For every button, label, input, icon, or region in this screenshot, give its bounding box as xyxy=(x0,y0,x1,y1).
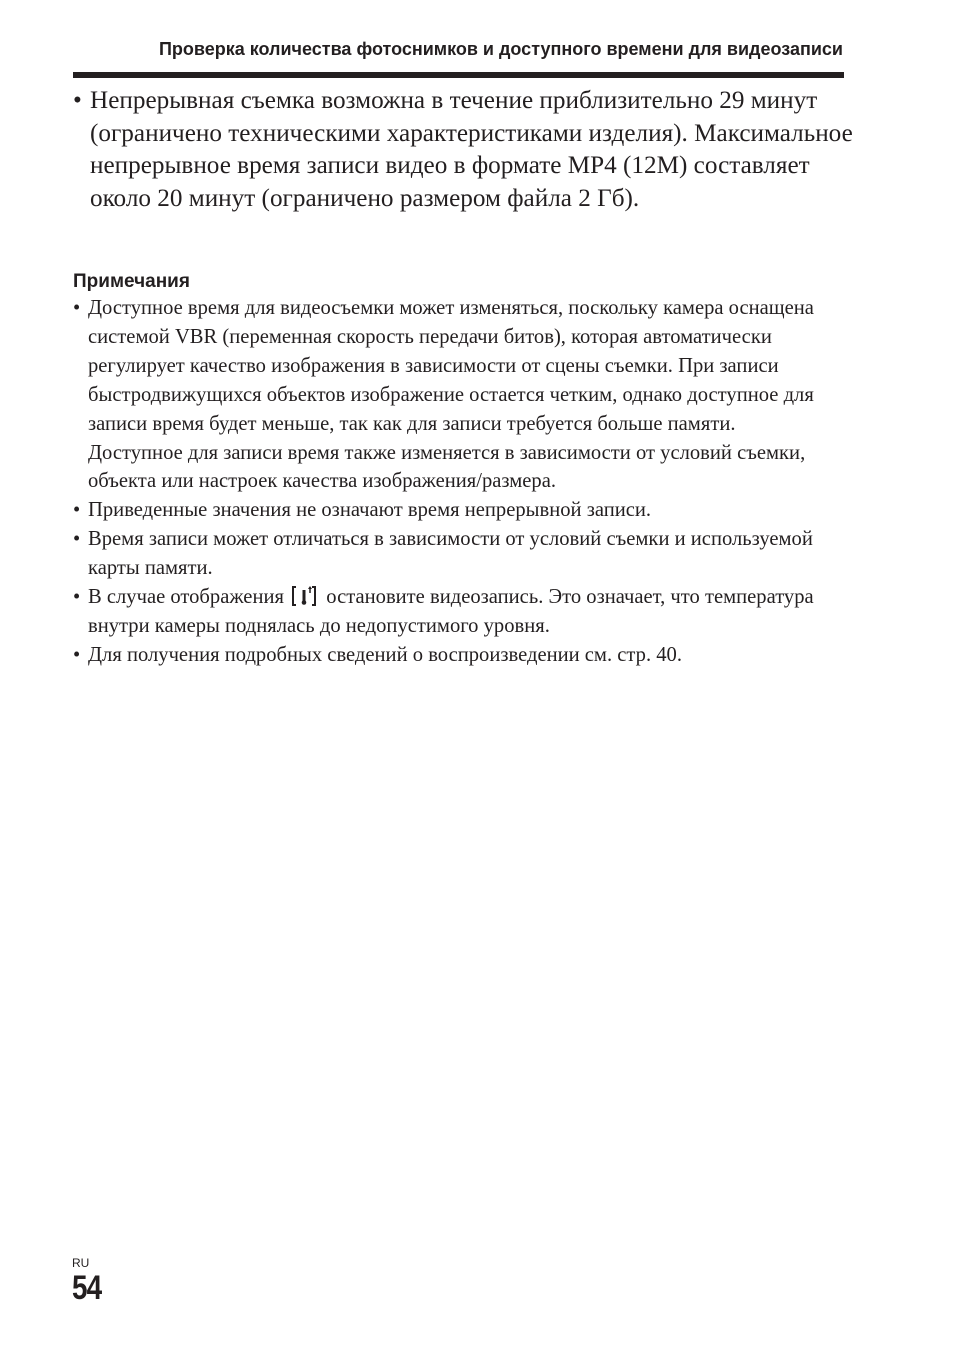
intro-list xyxy=(73,85,853,215)
bullet: • xyxy=(73,643,81,666)
note-vbr-text: Доступное время для видеосъемки может изменяться, поскольку камера оснащена системой VBR (переменная скорость передачи битов), которая автоматически регулирует качество изображения в зависимости от сцены съемки. При записи быстродвижущихся объектов изображение остается четким, однако доступное для записи время будет меньше, так как для записи требуется больше памяти. xyxy=(88,297,814,435)
bullet: • xyxy=(73,586,81,609)
notes-heading: Примечания xyxy=(73,271,190,292)
bullet: • xyxy=(73,297,81,319)
intro-list-item xyxy=(73,85,853,215)
bullet: • xyxy=(73,87,82,114)
page-header-title: Проверка количества фотоснимков и доступного времени для видеозаписи xyxy=(158,39,843,59)
note-continuous-text: Приведенные значения не означают время непрерывной записи. xyxy=(88,499,652,522)
note-overheat-text-after: остановите видеозапись. Это означает, что температура внутри камеры поднялась до недопустимого уровня. xyxy=(88,586,814,637)
note-item-overheat xyxy=(73,583,858,641)
intro-text: Непрерывная съемка возможна в течение приблизительно 29 минут (ограничено техническими характеристиками изделия). Максимальное непрерывное время записи видео в формате MP4 (12M) составляет около 20 минут (ограничено размером файла 2 Гб). xyxy=(90,87,853,212)
note-vbr-text-continued: Доступное для записи время также изменяется в зависимости от условий съемки, объекта или настроек качества изображения/размера. xyxy=(88,441,806,493)
note-item-continuous xyxy=(73,496,858,525)
notes-list xyxy=(73,294,858,670)
bullet: • xyxy=(73,528,81,551)
note-item-vbr xyxy=(73,294,858,496)
note-overheat-text-before: В случае отображения xyxy=(88,586,284,609)
note-playback-text: Для получения подробных сведений о воспроизведении см. стр. 40. xyxy=(88,643,682,666)
language-code: RU xyxy=(72,1256,90,1270)
page-number: 54 xyxy=(72,1269,102,1307)
bullet: • xyxy=(73,499,81,522)
page-footer xyxy=(72,1256,108,1306)
note-item-playback xyxy=(73,641,858,670)
header-divider xyxy=(73,72,844,78)
note-recording-time-text: Время записи может отличаться в зависимости от условий съемки и используемой карты памяти. xyxy=(88,528,813,580)
note-item-recording-time xyxy=(73,525,858,583)
overheat-warning-icon xyxy=(291,585,317,607)
